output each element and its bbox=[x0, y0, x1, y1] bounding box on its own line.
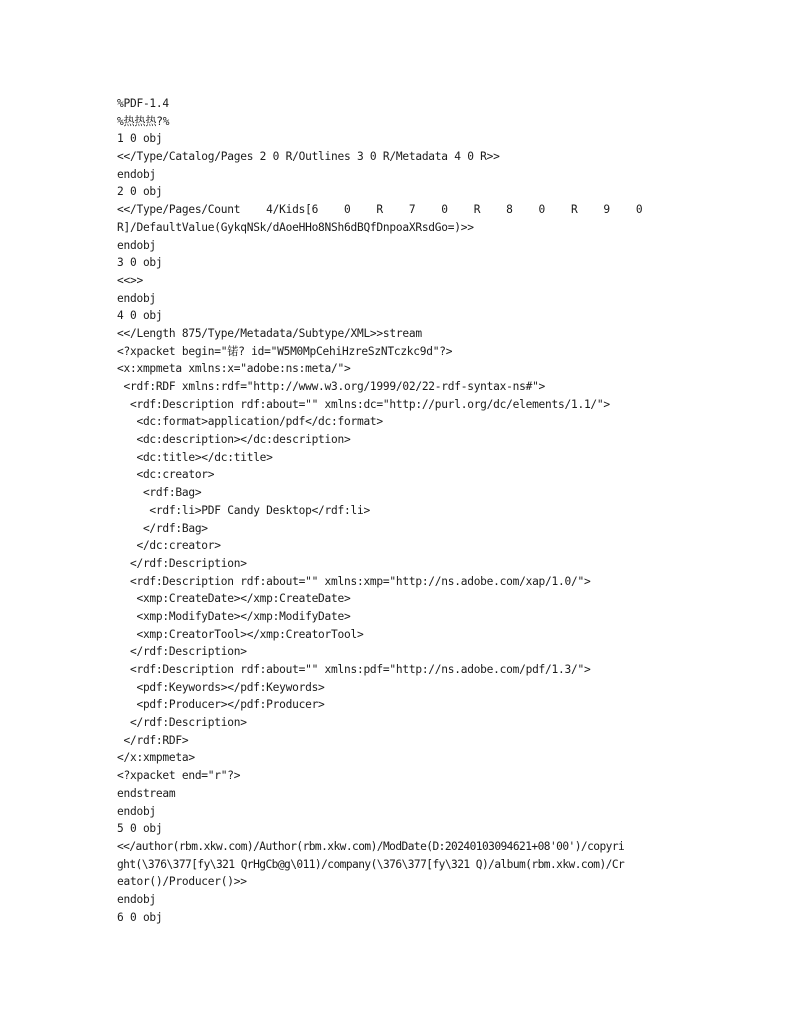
text-line: <rdf:RDF xmlns:rdf="http://www.w3.org/1999/02/22-rdf-syntax-ns#"> bbox=[117, 380, 546, 393]
text-line: 5 0 obj bbox=[117, 822, 163, 836]
text-line: <rdf:Description rdf:about="" xmlns:pdf="http://ns.adobe.com/pdf/1.3/"> bbox=[117, 663, 591, 676]
text-line: </dc:creator> bbox=[117, 539, 221, 553]
text-line: <rdf:Bag> bbox=[117, 486, 202, 500]
pdf-source-text bbox=[117, 95, 717, 926]
text-line: 3 0 obj bbox=[117, 256, 163, 270]
text-line: </rdf:Bag> bbox=[117, 521, 208, 535]
text-line: <xmp:CreateDate></xmp:CreateDate> bbox=[117, 592, 351, 606]
text-line: <rdf:li>PDF Candy Desktop</rdf:li> bbox=[117, 503, 370, 517]
text-line: <</author(rbm.xkw.com)/Author(rbm.xkw.com)/ModDate(D:20240103094621+08'00')/copyri bbox=[117, 839, 625, 853]
text-line: R]/DefaultValue(GykqNSk/dAoeHHo8NSh6dBQfDnpoaXRsdGo=)>> bbox=[117, 220, 474, 234]
text-line: %热热热?% bbox=[117, 114, 170, 128]
text-line: <rdf:Description rdf:about="" xmlns:xmp="http://ns.adobe.com/xap/1.0/"> bbox=[117, 574, 591, 588]
text-line: </x:xmpmeta> bbox=[117, 751, 195, 765]
text-line: ght(\376\377[fy\321 QrHgCb@g\011)/company(\376\377[fy\321 Q)/album(rbm.xkw.com)/Cr bbox=[117, 857, 625, 871]
text-line: <</Length 875/Type/Metadata/Subtype/XML>>stream bbox=[117, 326, 422, 340]
text-line: <<>> bbox=[117, 273, 143, 287]
text-line: endobj bbox=[117, 892, 156, 906]
text-line: <xmp:ModifyDate></xmp:ModifyDate> bbox=[117, 609, 351, 623]
text-line: <?xpacket end="r"?> bbox=[117, 769, 241, 783]
text-line: 4 0 obj bbox=[117, 309, 163, 323]
text-line: <dc:format>application/pdf</dc:format> bbox=[117, 415, 383, 429]
text-line: endstream bbox=[117, 786, 176, 800]
text-line: eator()/Producer()>> bbox=[117, 875, 247, 889]
text-line: <dc:description></dc:description> bbox=[117, 433, 351, 447]
text-line: endobj bbox=[117, 238, 156, 252]
text-line: <xmp:CreatorTool></xmp:CreatorTool> bbox=[117, 627, 364, 641]
text-line: 6 0 obj bbox=[117, 910, 163, 924]
text-line: 2 0 obj bbox=[117, 185, 163, 199]
text-line: <?xpacket begin="锘? id="W5M0MpCehiHzreSzNTczkc9d"?> bbox=[117, 344, 453, 358]
text-line: </rdf:RDF> bbox=[117, 733, 189, 747]
text-line: <dc:creator> bbox=[117, 468, 215, 482]
text-line: <rdf:Description rdf:about="" xmlns:dc="http://purl.org/dc/elements/1.1/"> bbox=[117, 397, 610, 411]
text-line: endobj bbox=[117, 804, 156, 818]
text-line: </rdf:Description> bbox=[117, 556, 247, 570]
text-line: 1 0 obj bbox=[117, 132, 163, 146]
text-line: %PDF-1.4 bbox=[117, 97, 169, 110]
text-line: <dc:title></dc:title> bbox=[117, 450, 273, 464]
text-line: <</Type/Catalog/Pages 2 0 R/Outlines 3 0 R/Metadata 4 0 R>> bbox=[117, 150, 500, 164]
text-line: <pdf:Keywords></pdf:Keywords> bbox=[117, 680, 325, 694]
text-line: </rdf:Description> bbox=[117, 645, 247, 659]
text-line: <x:xmpmeta xmlns:x="adobe:ns:meta/"> bbox=[117, 362, 351, 376]
text-line: endobj bbox=[117, 167, 156, 181]
text-line: <</Type/Pages/Count 4/Kids[6 0 R 7 0 R 8 0 R 9 0 bbox=[117, 203, 643, 217]
text-line: endobj bbox=[117, 291, 156, 305]
text-line: </rdf:Description> bbox=[117, 716, 247, 730]
text-line: <pdf:Producer></pdf:Producer> bbox=[117, 698, 325, 712]
